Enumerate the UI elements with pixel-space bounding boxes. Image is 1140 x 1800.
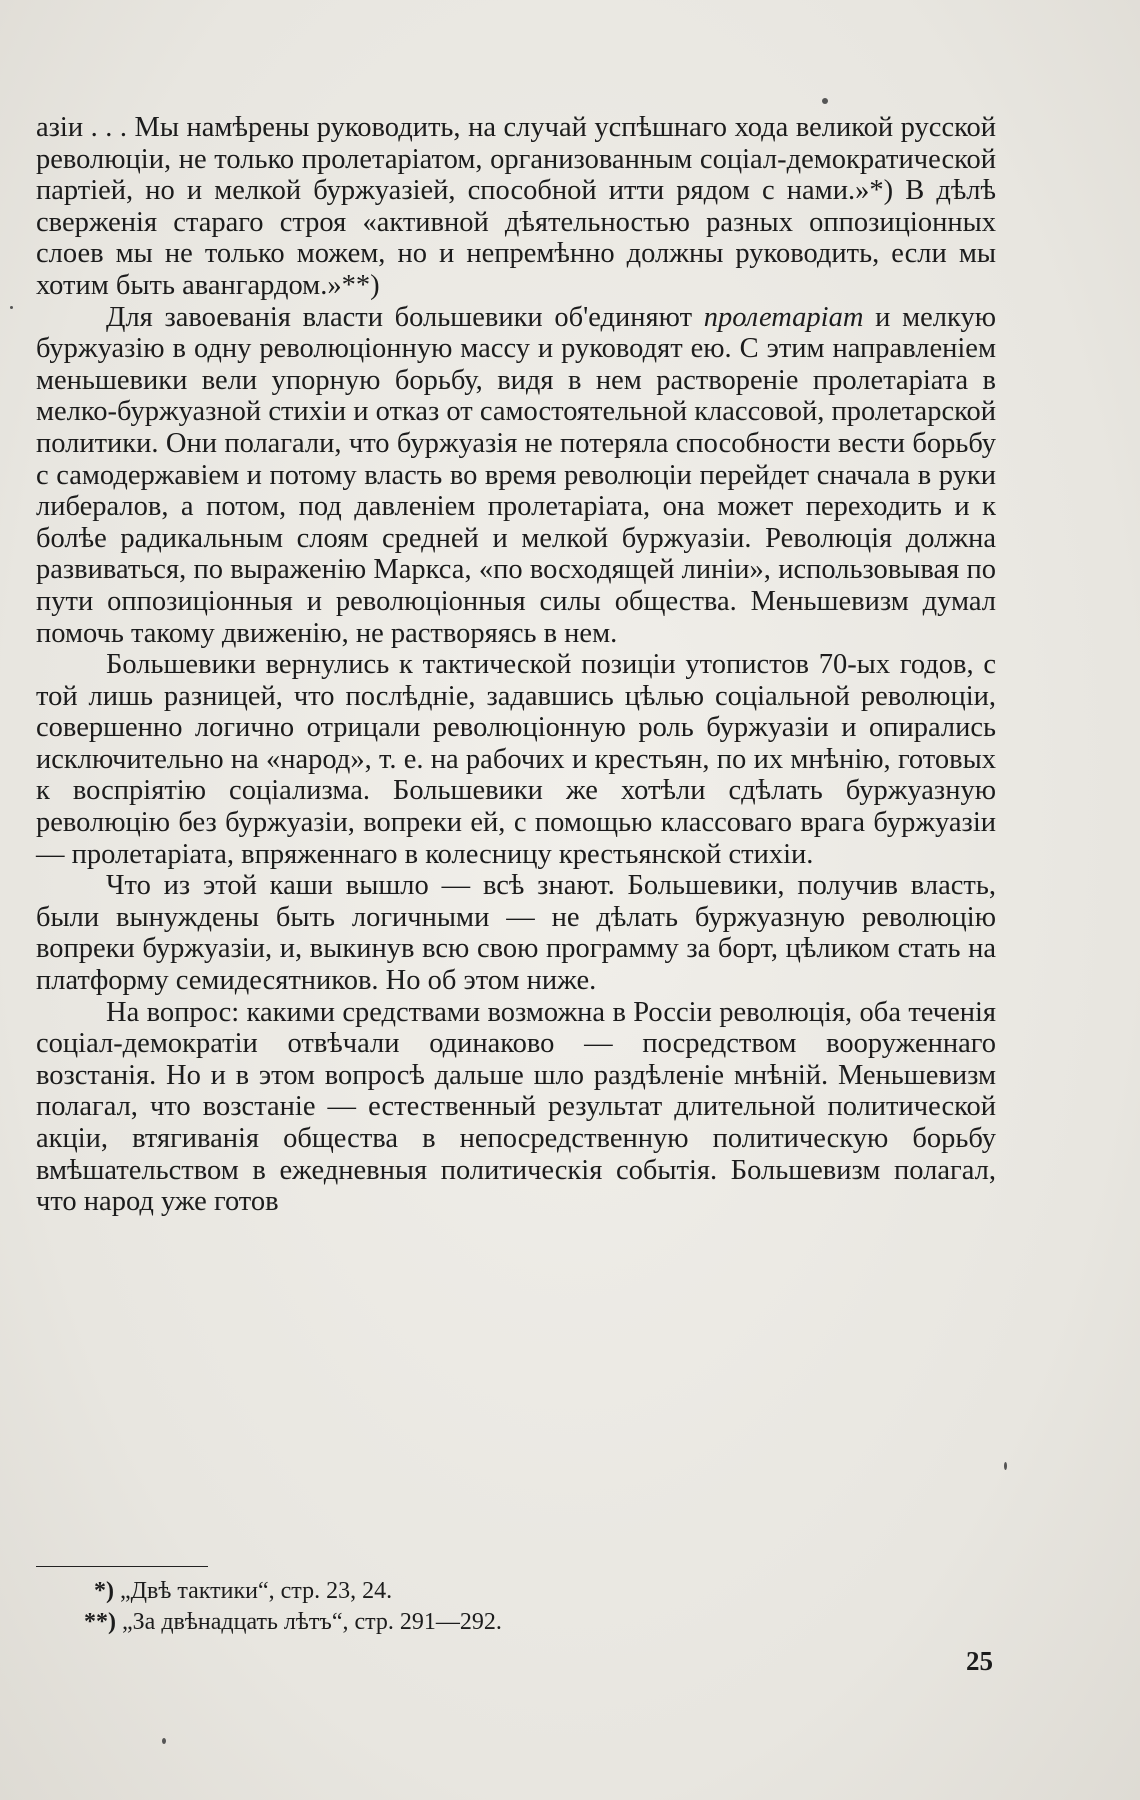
footnote-2-text: „За двѣнадцать лѣтъ“, стр. 291—292. [122, 1609, 502, 1635]
emphasis-proletariat: пролетаріат [703, 301, 864, 333]
paragraph-2 [36, 302, 996, 650]
paragraph-4: Что из этой каши вышло — всѣ знают. Большевики, получив власть, были вынуждены быть логичными — не дѣлать буржуазную революцію вопреки буржуазіи, и, выкинув всю свою программу за борт, цѣликом стать на платформу семидесятников. Но об этом ниже. [36, 870, 996, 997]
footnote-divider [36, 1566, 208, 1567]
page-number: 25 [966, 1646, 993, 1676]
footnote-1-text: „Двѣ тактики“, стр. 23, 24. [120, 1578, 393, 1604]
paragraph-5: На вопрос: какими средствами возможна в Россіи революція, оба теченія соціал-демократіи отвѣчали одинаково — посредством вооруженнаго возстанія. Но и в этом вопросѣ дальше шло раздѣленіе мнѣній. Меньшевизм полагал, что возстаніе — естественный результат длительной политической акціи, втягиванія общества в непосредственную политическую борьбу вмѣшательством в ежедневныя политическія событія. Большевизм полагал, что народ уже готов [36, 996, 996, 1218]
scan-speck [10, 306, 13, 309]
footnote-1-mark: *) [94, 1578, 114, 1604]
scan-speck [162, 1738, 166, 1744]
paragraph-2-before: Для завоеванія власти большевики об'единяют [106, 301, 704, 333]
scan-speck [1004, 1462, 1007, 1470]
paragraph-2-after: и мелкую буржуазію в одну революціонную массу и руководят ею. С этим направленіем меньшевики вели упорную борьбу, видя в нем раствореніе пролетаріата в мелко-буржуазной стихіи и отказ от самостоятельной классовой, пролетарской политики. Они полагали, что буржуазія не потеряла способности вести борьбу с самодержавіем и потому власть во время революціи перейдет сначала в руки либералов, а потом, под давленіем пролетаріата, она может переходить и к болѣе радикальным слоям средней и мелкой буржуазіи. Революція должна развиваться, по выраженію Маркса, «по восходящей линіи», использовывая по пути оппозиціонныя и революціонныя силы общества. Меньшевизм думал помочь такому движенію, не растворяясь в нем. [36, 301, 996, 649]
footnotes [84, 1576, 994, 1638]
paragraph-1: азіи . . . Мы намѣрены руководить, на случай успѣшнаго хода великой русской революціи, не только пролетаріатом, организованным соціал-демократической партіей, но и мелкой буржуазіей, способной итти рядом с нами.»*) В дѣлѣ сверженія стараго строя «активной дѣятельностью разных оппозиціонных слоев мы не только можем, но и непремѣнно должны руководить, если мы хотим быть авангардом.»**) [36, 112, 996, 301]
footnote-2-mark: **) [84, 1609, 116, 1635]
paragraph-3: Большевики вернулись к тактической позиціи утопистов 70-ых годов, с той лишь разницей, что послѣдніе, задавшись цѣлью соціальной революціи, совершенно логично отрицали революціонную роль буржуазіи и опирались исключительно на «народ», т. е. на рабочих и крестьян, по их мнѣнію, готовых к воспріятію соціализма. Большевики же хотѣли сдѣлать буржуазную революцію без буржуазіи, вопреки ей, с помощью классоваго врага буржуазіи — пролетаріата, впряженнаго в колесницу крестьянской стихіи. [36, 649, 996, 870]
footnote-1 [94, 1576, 994, 1607]
scan-speck [822, 98, 828, 104]
footnote-2 [84, 1607, 994, 1638]
main-text [36, 112, 996, 1218]
